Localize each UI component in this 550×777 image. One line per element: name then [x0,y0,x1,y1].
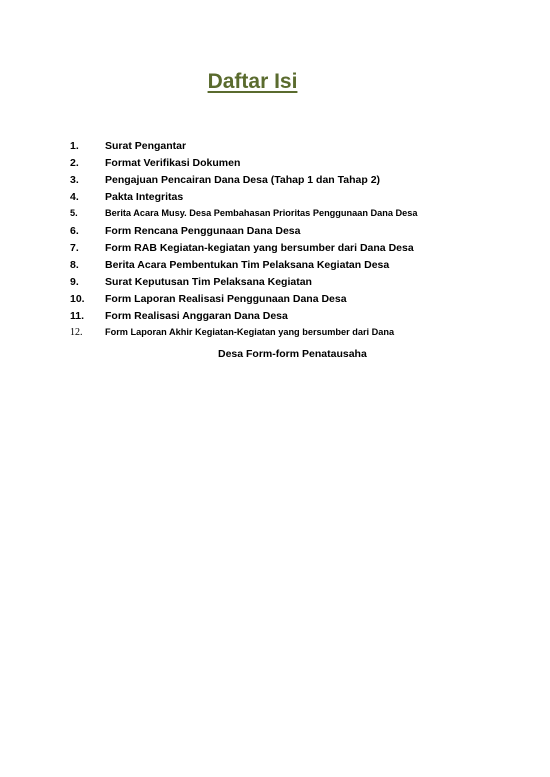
table-of-contents [70,140,490,344]
toc-item-number: 9. [70,276,79,288]
toc-item-label: Form Laporan Realisasi Penggunaan Dana Desa [105,293,347,305]
toc-item-label: Format Verifikasi Dokumen [105,157,241,169]
toc-item-label: Form Rencana Penggunaan Dana Desa [105,225,301,237]
toc-item-number: 10. [70,293,85,305]
toc-item-number: 12. [70,327,83,338]
toc-item-2 [70,157,490,174]
toc-item-number: 5. [70,208,78,218]
toc-item-number: 6. [70,225,79,237]
toc-item-number: 7. [70,242,79,254]
toc-item-number: 1. [70,140,79,152]
toc-item-4 [70,191,490,208]
toc-item-number: 4. [70,191,79,203]
toc-item-8 [70,259,490,276]
page-title: Daftar Isi [207,70,298,93]
toc-item-label: Pengajuan Pencairan Dana Desa (Tahap 1 dan Tahap 2) [105,174,381,186]
toc-item-number: 8. [70,259,79,271]
toc-item-label: Surat Pengantar [105,140,187,152]
toc-item-7 [70,242,490,259]
toc-item-5 [70,208,490,225]
toc-item-label: Form Laporan Akhir Kegiatan-Kegiatan yang bersumber dari Dana [105,327,395,337]
toc-item-number: 11. [70,310,85,322]
toc-item-12 [70,327,490,344]
toc-item-label: Pakta Integritas [105,191,184,203]
toc-item-label: Berita Acara Musy. Desa Pembahasan Prioritas Penggunaan Dana Desa [105,208,418,218]
toc-item-12-continuation: Desa Form-form Penatausaha [218,348,367,360]
toc-item-11 [70,310,490,327]
toc-item-10 [70,293,490,310]
toc-item-label: Form RAB Kegiatan-kegiatan yang bersumber dari Dana Desa [105,242,414,254]
toc-item-3 [70,174,490,191]
toc-item-number: 3. [70,174,79,186]
toc-item-9 [70,276,490,293]
toc-item-6 [70,225,490,242]
toc-item-1 [70,140,490,157]
toc-item-label: Surat Keputusan Tim Pelaksana Kegiatan [105,276,312,288]
toc-item-number: 2. [70,157,79,169]
toc-item-label: Berita Acara Pembentukan Tim Pelaksana Kegiatan Desa [105,259,390,271]
toc-item-label: Form Realisasi Anggaran Dana Desa [105,310,288,322]
